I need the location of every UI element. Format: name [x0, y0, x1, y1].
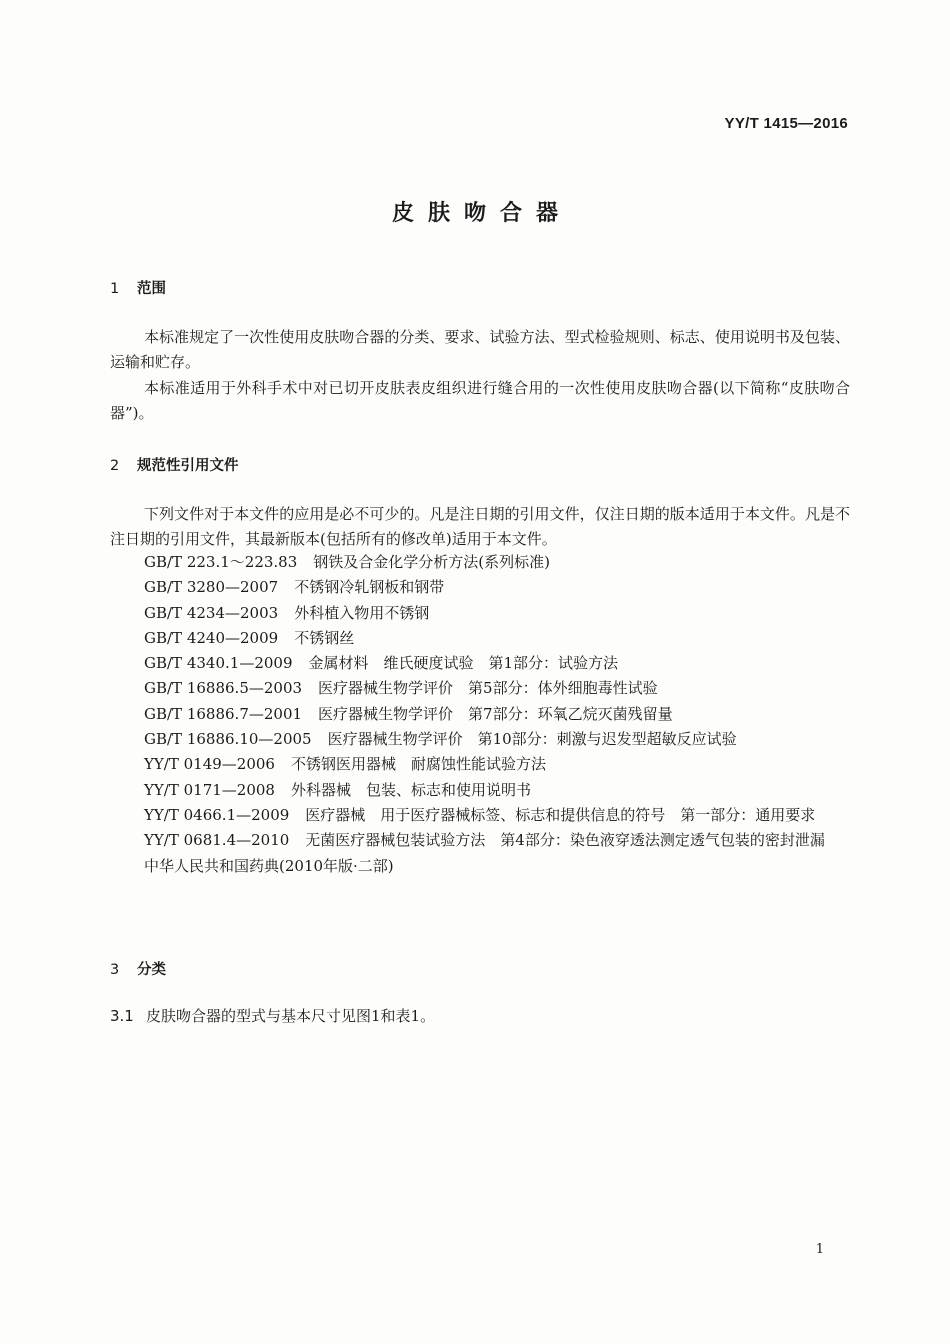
reference-title: 外科植入物用不锈钢: [294, 603, 430, 622]
reference-code: GB/T 3280—2007: [144, 578, 279, 597]
reference-code: GB/T 16886.10—2005: [144, 730, 312, 749]
reference-code: GB/T 223.1～223.83: [144, 553, 298, 571]
reference-code: YY/T 0466.1—2009: [144, 805, 290, 824]
section-2-heading: [110, 454, 239, 475]
reference-item: [110, 854, 850, 879]
reference-item: [110, 752, 850, 777]
section-3-heading: [110, 958, 166, 979]
reference-code: YY/T 0149—2006: [144, 755, 275, 774]
scope-paragraph-1: 本标准规定了一次性使用皮肤吻合器的分类、要求、试验方法、型式检验规则、标志、使用说明书及包装、运输和贮存。: [110, 328, 850, 371]
reference-code: GB/T 16886.7—2001: [144, 704, 303, 723]
standard-number: YY/T 1415—2016: [724, 115, 848, 132]
reference-item: [110, 803, 850, 828]
reference-title: 外科器械 包装、标志和使用说明书: [290, 780, 531, 799]
reference-title: 不锈钢丝: [294, 628, 355, 647]
reference-title: 医疗器械生物学评价 第5部分：体外细胞毒性试验: [318, 679, 658, 698]
section-number: 2: [110, 458, 120, 474]
reference-item: [110, 626, 850, 651]
reference-code: GB/T 16886.5—2003: [144, 679, 303, 698]
clause-number: 3.1: [110, 1007, 134, 1025]
reference-title: 不锈钢冷轧钢板和钢带: [294, 578, 445, 597]
reference-title: 无菌医疗器械包装试验方法 第4部分：染色液穿透法测定透气包装的密封泄漏: [305, 831, 825, 850]
reference-title: 医疗器械生物学评价 第10部分：刺激与迟发型超敏反应试验: [327, 730, 737, 749]
section-1-heading: [110, 277, 166, 298]
reference-code: GB/T 4340.1—2009: [144, 654, 293, 673]
reference-item: [110, 727, 850, 752]
section-title: 规范性引用文件: [137, 458, 239, 474]
reference-item: [110, 828, 850, 853]
section-number: 3: [110, 962, 120, 978]
section-title: 分类: [137, 962, 166, 978]
clause-3-1: [110, 1005, 435, 1026]
reference-code: YY/T 0171—2008: [144, 780, 275, 799]
reference-title: 医疗器械 用于医疗器械标签、标志和提供信息的符号 第一部分：通用要求: [305, 805, 816, 824]
reference-item: [110, 702, 850, 727]
reference-title: 医疗器械生物学评价 第7部分：环氧乙烷灭菌残留量: [318, 704, 673, 723]
reference-title: 钢铁及合金化学分析方法(系列标准): [313, 553, 550, 571]
reference-item: [110, 601, 850, 626]
reference-code: YY/T 0681.4—2010: [144, 831, 290, 850]
page-number: 1: [815, 1242, 824, 1257]
references-intro: 下列文件对于本文件的应用是必不可少的。凡是注日期的引用文件，仅注日期的版本适用于本文件。凡是不注日期的引用文件，其最新版本(包括所有的修改单)适用于本文件。: [110, 505, 850, 548]
reference-item: [110, 651, 850, 676]
reference-title: 中华人民共和国药典(2010年版·二部): [144, 856, 394, 875]
section-title: 范围: [137, 281, 166, 297]
reference-item: [110, 550, 850, 575]
reference-code: GB/T 4234—2003: [144, 603, 279, 622]
reference-item: [110, 778, 850, 803]
scope-paragraph-2: 本标准适用于外科手术中对已切开皮肤表皮组织进行缝合用的一次性使用皮肤吻合器(以下简称“皮肤吻合器”)。: [110, 379, 850, 422]
clause-text: 皮肤吻合器的型式与基本尺寸见图1和表1。: [146, 1007, 436, 1025]
reference-title: 金属材料 维氏硬度试验 第1部分：试验方法: [308, 654, 619, 673]
section-number: 1: [110, 281, 120, 297]
page-title: 皮肤吻合器: [391, 201, 572, 226]
reference-item: [110, 575, 850, 600]
reference-title: 不锈钢医用器械 耐腐蚀性能试验方法: [290, 755, 546, 774]
reference-list: [110, 550, 850, 879]
reference-code: GB/T 4240—2009: [144, 628, 279, 647]
reference-item: [110, 676, 850, 701]
